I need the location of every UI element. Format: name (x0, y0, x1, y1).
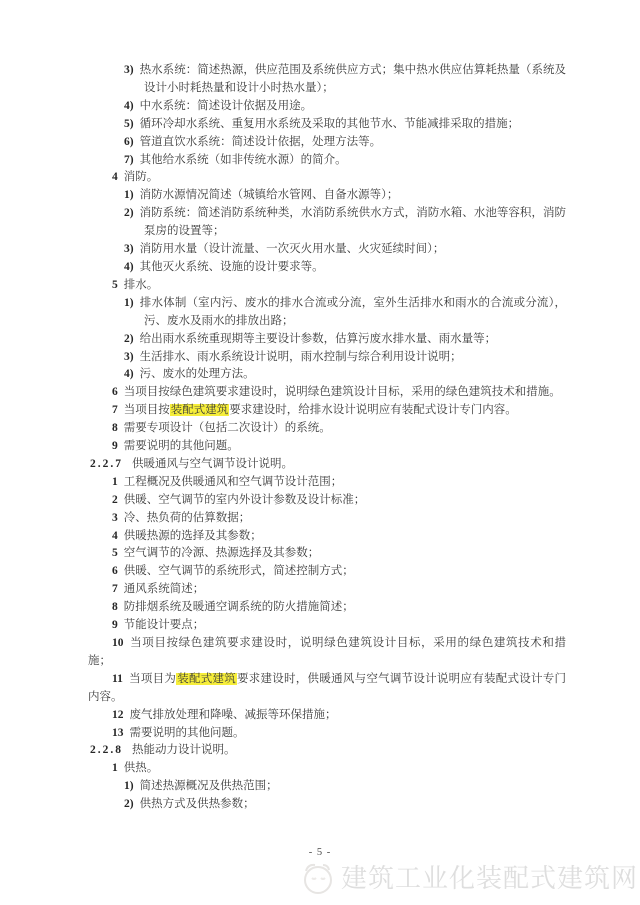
doc-item (88, 438, 566, 456)
item-marker: 3) (124, 350, 134, 363)
doc-item (88, 617, 566, 635)
item-marker: 12 (112, 708, 124, 721)
doc-item (88, 492, 566, 510)
item-marker: 9 (112, 440, 118, 453)
item-marker: 8 (112, 601, 118, 614)
page-number: - 5 - (308, 847, 332, 858)
item-text: 消防系统：简述消防系统种类，水消防系统供水方式，消防水箱、水池等容积，消防泵房的设置等； (139, 207, 566, 238)
item-marker: 2 (112, 493, 118, 506)
item-marker: 7) (124, 153, 134, 166)
item-text: 供暖、空气调节的室内外设计参数及设计标准； (123, 493, 366, 506)
panda-logo-icon (296, 854, 338, 898)
doc-item (88, 169, 566, 187)
doc-item (88, 366, 566, 384)
doc-item (88, 420, 566, 438)
doc-item (88, 545, 566, 563)
doc-item (88, 349, 566, 367)
doc-item (88, 671, 566, 707)
item-text: 通风系统简述； (123, 583, 205, 596)
item-marker: 13 (112, 726, 124, 739)
doc-item (88, 581, 566, 599)
item-text: 要求建设时，供暖通风与空气调节设计说明应有装配式设计专门内容。 (88, 672, 567, 703)
item-marker: 10 (112, 637, 124, 649)
item-marker: 4) (124, 368, 134, 381)
item-marker: 3) (124, 64, 134, 76)
item-text: 需要专项设计（包括二次设计）的系统。 (123, 422, 331, 435)
doc-item (88, 241, 566, 259)
document-body (88, 62, 566, 814)
doc-item (88, 778, 566, 796)
item-text: 防排烟系统及暖通空调系统的防火措施简述； (123, 601, 354, 614)
item-text: 管道直饮水系统：简述设计依据，处理方法等。 (139, 135, 382, 148)
doc-item (88, 796, 566, 814)
item-text: 循环冷却水系统、重复用水系统及采取的其他节水、节能减排采取的措施； (139, 117, 520, 130)
item-text: 节能设计要点； (123, 619, 205, 632)
doc-item (88, 205, 566, 241)
doc-item (88, 187, 566, 205)
item-marker: 5 (112, 278, 118, 291)
item-marker: 1) (124, 780, 134, 793)
item-text: 工程概况及供暖通风和空气调节设计范围； (123, 475, 343, 488)
item-text: 空气调节的冷源、热源选择及其参数； (123, 547, 320, 560)
site-watermark (296, 854, 638, 898)
item-marker: 5) (124, 117, 134, 130)
doc-item (88, 295, 566, 331)
item-marker: 1 (112, 475, 118, 488)
item-marker: 2.2.8 (90, 744, 123, 757)
doc-item (88, 134, 566, 152)
item-text: 供热方式及供热参数； (139, 798, 255, 811)
item-marker: 6) (124, 135, 134, 148)
highlight: 装配式建筑 (170, 404, 229, 417)
item-text: 当项目按 (123, 404, 170, 417)
item-text: 当项目按绿色建筑要求建设时，说明绿色建筑设计目标，采用的绿色建筑技术和措施。 (123, 386, 561, 399)
item-marker: 2) (124, 332, 134, 345)
item-text: 供暖热源的选择及其参数； (123, 529, 262, 542)
item-text: 污、废水的处理方法。 (139, 368, 255, 381)
watermark-text: 建筑工业化装配式建筑网 (340, 863, 638, 893)
item-text: 排水。 (123, 278, 159, 291)
item-text: 其他给水系统（如非传统水源）的简介。 (139, 153, 347, 166)
item-marker: 1) (124, 296, 134, 309)
doc-item (88, 742, 566, 760)
item-text: 当项目为 (128, 672, 177, 685)
item-text: 废气排放处理和降噪、减振等环保措施； (129, 708, 337, 721)
item-marker: 7 (112, 404, 118, 417)
item-marker: 6 (112, 565, 118, 578)
item-text: 冷、热负荷的估算数据； (123, 511, 251, 524)
doc-item (88, 402, 566, 420)
item-text: 供热。 (123, 762, 159, 775)
doc-item (88, 707, 566, 725)
item-marker: 8 (112, 422, 118, 435)
item-marker: 4) (124, 260, 134, 273)
item-marker: 4) (124, 99, 134, 112)
item-text: 消防水源情况简述（城镇给水管网、自备水源等）； (139, 189, 399, 202)
doc-item (88, 474, 566, 492)
doc-item (88, 456, 566, 474)
item-marker: 1 (112, 762, 118, 775)
item-marker: 4 (112, 171, 118, 184)
item-text: 供暖、空气调节的系统形式，简述控制方式； (123, 565, 354, 578)
item-text: 需要说明的其他问题。 (129, 726, 245, 739)
item-marker: 6 (112, 386, 118, 399)
doc-item (88, 510, 566, 528)
item-text: 中水系统：简述设计依据及用途。 (139, 99, 313, 112)
item-text: 给出雨水系统重现期等主要设计参数，估算污废水排水量、雨水量等； (139, 332, 497, 345)
doc-item (88, 331, 566, 349)
item-text: 热水系统：简述热源，供应范围及系统供应方式；集中热水供应估算耗热量（系统及设计小时耗热量和设计小时热水量）； (139, 64, 566, 94)
doc-item (88, 635, 566, 671)
item-marker: 7 (112, 583, 118, 596)
item-marker: 2) (124, 207, 134, 220)
item-text: 当项目按绿色建筑要求建设时，说明绿色建筑设计目标，采用的绿色建筑技术和措施； (88, 637, 566, 667)
item-text: 简述热源概况及供热范围； (139, 780, 278, 793)
doc-item (88, 760, 566, 778)
doc-item (88, 98, 566, 116)
item-text: 排水体制（室内污、废水的排水合流或分流，室外生活排水和雨水的合流或分流），污、废水及雨水的排放出路； (139, 296, 566, 327)
item-marker: 2) (124, 798, 134, 811)
highlight: 装配式建筑 (177, 672, 236, 685)
item-text: 热能动力设计说明。 (132, 744, 236, 757)
doc-item (88, 599, 566, 617)
doc-item (88, 152, 566, 170)
item-marker: 2.2.7 (90, 457, 123, 470)
item-marker: 3) (124, 243, 134, 256)
item-marker: 5 (112, 547, 118, 560)
item-text: 其他灭火系统、设施的设计要求等。 (139, 260, 324, 273)
doc-item (88, 725, 566, 743)
doc-item (88, 259, 566, 277)
doc-item (88, 277, 566, 295)
item-text: 需要说明的其他问题。 (123, 440, 239, 453)
item-marker: 4 (112, 529, 118, 542)
item-text: 消防用水量（设计流量、一次灭火用水量、火灾延续时间）； (139, 243, 445, 256)
doc-item (88, 62, 566, 98)
doc-item (88, 563, 566, 581)
doc-item (88, 528, 566, 546)
item-marker: 11 (112, 672, 123, 685)
item-text: 生活排水、雨水系统设计说明，雨水控制与综合利用设计说明； (139, 350, 462, 363)
doc-item (88, 116, 566, 134)
item-marker: 3 (112, 511, 118, 524)
item-text: 消防。 (123, 171, 159, 184)
item-marker: 9 (112, 619, 118, 632)
item-text: 供暖通风与空气调节设计说明。 (132, 457, 293, 470)
doc-item (88, 384, 566, 402)
item-text: 要求建设时，给排水设计说明应有装配式设计专门内容。 (229, 404, 517, 417)
item-marker: 1) (124, 189, 134, 202)
